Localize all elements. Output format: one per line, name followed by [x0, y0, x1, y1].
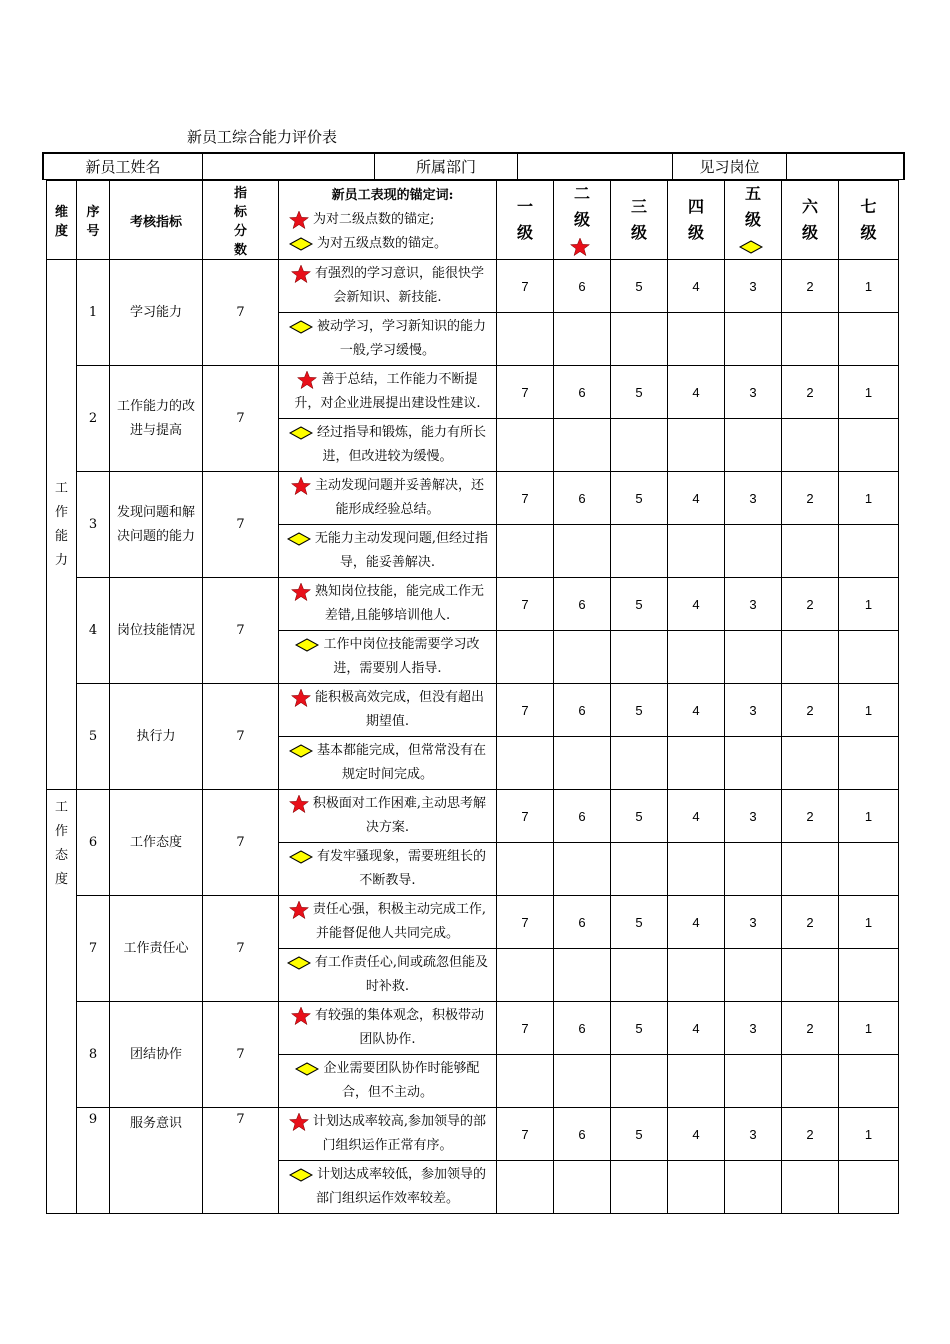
level-mark-cell[interactable] — [725, 1055, 782, 1108]
yellow-diamond-icon — [289, 850, 313, 864]
level-score-cell[interactable]: 1 — [839, 790, 899, 843]
anchor-diamond-desc: 被动学习，学习新知识的能力一般,学习缓慢。 — [279, 313, 497, 366]
level-mark-cell[interactable] — [497, 313, 554, 366]
level-mark-cell[interactable] — [611, 1161, 668, 1214]
level-mark-cell[interactable] — [611, 525, 668, 578]
red-star-icon — [570, 237, 590, 257]
yellow-diamond-icon — [287, 956, 311, 970]
level-score-cell[interactable]: 2 — [782, 578, 839, 631]
indicator-cell: 岗位技能情况 — [110, 578, 203, 684]
score-cell: 7 — [203, 684, 279, 790]
level-score-cell[interactable]: 4 — [668, 896, 725, 949]
red-star-icon — [291, 582, 311, 602]
yellow-diamond-icon — [295, 1062, 319, 1076]
level-score-cell[interactable]: 1 — [839, 684, 899, 737]
level-score-cell[interactable]: 4 — [668, 260, 725, 313]
level-score-cell[interactable]: 2 — [782, 1002, 839, 1055]
anchor-diamond-desc: 基本都能完成，但常常没有在规定时间完成。 — [279, 737, 497, 790]
level-score-cell[interactable]: 2 — [782, 896, 839, 949]
level-score-cell[interactable]: 2 — [782, 472, 839, 525]
level-score-cell[interactable]: 1 — [839, 896, 899, 949]
score-cell: 7 — [203, 790, 279, 896]
level-score-cell[interactable]: 7 — [497, 472, 554, 525]
level-score-cell[interactable]: 1 — [839, 1002, 899, 1055]
anchor-star-desc: 有较强的集体观念，积极带动团队协作. — [279, 1002, 497, 1055]
level-score-cell[interactable]: 4 — [668, 790, 725, 843]
level-score-cell[interactable]: 3 — [725, 684, 782, 737]
level-7: 七 级 — [839, 181, 899, 260]
level-mark-cell[interactable] — [497, 1055, 554, 1108]
red-star-icon — [291, 264, 311, 284]
anchor-star-desc: 有强烈的学习意识，能很快学会新知识、新技能. — [279, 260, 497, 313]
level-mark-cell[interactable] — [554, 949, 611, 1002]
red-star-icon — [291, 688, 311, 708]
level-score-cell[interactable]: 1 — [839, 366, 899, 419]
level-mark-cell[interactable] — [725, 419, 782, 472]
level-mark-cell[interactable] — [725, 1161, 782, 1214]
level-score-cell[interactable]: 4 — [668, 684, 725, 737]
red-star-icon — [289, 900, 309, 920]
level-score-cell[interactable]: 7 — [497, 684, 554, 737]
level-score-cell[interactable]: 7 — [497, 578, 554, 631]
name-label: 新员工姓名 — [44, 154, 203, 180]
seq-cell: 2 — [77, 366, 110, 472]
seq-cell: 3 — [77, 472, 110, 578]
level-score-cell[interactable]: 3 — [725, 366, 782, 419]
anchor-star-desc: 计划达成率较高,参加领导的部门组织运作正常有序。 — [279, 1108, 497, 1161]
indicator-cell: 学习能力 — [110, 260, 203, 366]
table-row — [47, 1108, 899, 1161]
yellow-diamond-icon — [295, 638, 319, 652]
level-score-cell[interactable]: 2 — [782, 1108, 839, 1161]
level-mark-cell[interactable] — [782, 843, 839, 896]
yellow-diamond-icon — [289, 426, 313, 440]
name-field[interactable] — [203, 154, 375, 180]
level-score-cell[interactable]: 5 — [611, 472, 668, 525]
table-row — [47, 472, 899, 525]
red-star-icon — [291, 1006, 311, 1026]
anchor-star-desc: 主动发现问题并妥善解决，还能形成经验总结。 — [279, 472, 497, 525]
level-score-cell[interactable]: 5 — [611, 684, 668, 737]
level-mark-cell[interactable] — [782, 1161, 839, 1214]
level-score-cell[interactable]: 6 — [554, 896, 611, 949]
level-score-cell[interactable]: 7 — [497, 896, 554, 949]
level-mark-cell[interactable] — [497, 419, 554, 472]
level-mark-cell[interactable] — [497, 737, 554, 790]
score-cell: 7 — [203, 578, 279, 684]
anchor-diamond-desc: 有工作责任心,间或疏忽但能及时补救. — [279, 949, 497, 1002]
seq-cell: 4 — [77, 578, 110, 684]
level-score-cell[interactable]: 3 — [725, 1002, 782, 1055]
level-mark-cell[interactable] — [554, 419, 611, 472]
post-label: 见习岗位 — [673, 154, 787, 180]
level-mark-cell[interactable] — [554, 313, 611, 366]
level-mark-cell[interactable] — [782, 313, 839, 366]
level-mark-cell[interactable] — [839, 949, 899, 1002]
indicator-cell: 工作态度 — [110, 790, 203, 896]
level-mark-cell[interactable] — [839, 737, 899, 790]
anchor-star-text: 为对二级点数的锚定; — [313, 212, 435, 227]
level-score-cell[interactable]: 6 — [554, 472, 611, 525]
anchor-diamond-desc: 经过指导和锻炼，能力有所长进，但改进较为缓慢。 — [279, 419, 497, 472]
level-mark-cell[interactable] — [554, 1161, 611, 1214]
level-mark-cell[interactable] — [497, 631, 554, 684]
indicator-cell: 工作责任心 — [110, 896, 203, 1002]
indicator-cell: 发现问题和解决问题的能力 — [110, 472, 203, 578]
level-mark-cell[interactable] — [668, 737, 725, 790]
level-mark-cell[interactable] — [554, 1055, 611, 1108]
level-score-cell[interactable]: 6 — [554, 1002, 611, 1055]
level-score-cell[interactable]: 5 — [611, 260, 668, 313]
level-mark-cell[interactable] — [725, 525, 782, 578]
level-score-cell[interactable]: 5 — [611, 1108, 668, 1161]
level-mark-cell[interactable] — [611, 843, 668, 896]
level-score-cell[interactable]: 2 — [782, 684, 839, 737]
score-cell: 7 — [203, 1002, 279, 1108]
level-score-cell[interactable]: 4 — [668, 472, 725, 525]
score-table — [46, 180, 899, 1214]
dimension-cell: 工 作 态 度 — [47, 790, 77, 1214]
level-score-cell[interactable]: 4 — [668, 1002, 725, 1055]
anchor-star-desc: 能积极高效完成，但没有超出期望值. — [279, 684, 497, 737]
anchor-star-desc: 善于总结，工作能力不断提升，对企业进展提出建设性建议. — [279, 366, 497, 419]
level-score-cell[interactable]: 7 — [497, 1108, 554, 1161]
level-mark-cell[interactable] — [782, 525, 839, 578]
level-4: 四 级 — [668, 181, 725, 260]
seq-cell: 7 — [77, 896, 110, 1002]
dept-label: 所属部门 — [375, 154, 518, 180]
page-title: 新员工综合能力评价表 — [187, 128, 338, 146]
score-cell: 7 — [203, 260, 279, 366]
anchor-title: 新员工表现的锚定词: — [331, 188, 454, 203]
seq-cell: 9 — [77, 1108, 110, 1214]
yellow-diamond-icon — [289, 237, 313, 251]
level-mark-cell[interactable] — [497, 525, 554, 578]
level-mark-cell[interactable] — [839, 419, 899, 472]
level-5: 五 级 — [725, 181, 782, 260]
level-mark-cell[interactable] — [782, 419, 839, 472]
level-score-cell[interactable]: 1 — [839, 260, 899, 313]
level-mark-cell[interactable] — [554, 737, 611, 790]
level-score-cell[interactable]: 7 — [497, 366, 554, 419]
col-anchor — [279, 181, 497, 260]
level-score-cell[interactable]: 3 — [725, 578, 782, 631]
level-score-cell[interactable]: 6 — [554, 790, 611, 843]
level-mark-cell[interactable] — [611, 631, 668, 684]
score-cell: 7 — [203, 366, 279, 472]
dept-field[interactable] — [518, 154, 673, 180]
yellow-diamond-icon — [287, 532, 311, 546]
red-star-icon — [289, 210, 309, 230]
level-mark-cell[interactable] — [668, 1161, 725, 1214]
yellow-diamond-icon — [739, 240, 763, 254]
red-star-icon — [289, 1112, 309, 1132]
level-score-cell[interactable]: 7 — [497, 790, 554, 843]
col-seq: 序 号 — [77, 181, 110, 260]
indicator-cell: 服务意识 — [110, 1108, 203, 1214]
seq-cell: 6 — [77, 790, 110, 896]
table-row — [47, 896, 899, 949]
anchor-diamond-desc: 计划达成率较低，参加领导的部门组织运作效率较差。 — [279, 1161, 497, 1214]
level-score-cell[interactable]: 4 — [668, 578, 725, 631]
level-score-cell[interactable]: 1 — [839, 1108, 899, 1161]
level-mark-cell[interactable] — [725, 949, 782, 1002]
anchor-diamond-desc: 无能力主动发现问题,但经过指导，能妥善解决. — [279, 525, 497, 578]
level-mark-cell[interactable] — [611, 1055, 668, 1108]
level-mark-cell[interactable] — [497, 843, 554, 896]
table-row — [47, 260, 899, 313]
yellow-diamond-icon — [289, 744, 313, 758]
col-indicator: 考核指标 — [110, 181, 203, 260]
level-mark-cell[interactable] — [839, 525, 899, 578]
level-mark-cell[interactable] — [782, 1055, 839, 1108]
level-score-cell[interactable]: 6 — [554, 1108, 611, 1161]
level-score-cell[interactable]: 3 — [725, 790, 782, 843]
level-mark-cell[interactable] — [554, 631, 611, 684]
indicator-cell: 工作能力的改进与提高 — [110, 366, 203, 472]
level-1: 一 级 — [497, 181, 554, 260]
level-mark-cell[interactable] — [725, 737, 782, 790]
level-mark-cell[interactable] — [839, 631, 899, 684]
indicator-cell: 执行力 — [110, 684, 203, 790]
level-mark-cell[interactable] — [668, 419, 725, 472]
level-score-cell[interactable]: 4 — [668, 366, 725, 419]
red-star-icon — [289, 794, 309, 814]
level-2: 二 级 — [554, 181, 611, 260]
level-mark-cell[interactable] — [611, 313, 668, 366]
level-mark-cell[interactable] — [668, 949, 725, 1002]
level-score-cell[interactable]: 5 — [611, 790, 668, 843]
anchor-star-desc: 熟知岗位技能，能完成工作无差错,且能够培训他人. — [279, 578, 497, 631]
table-row — [47, 366, 899, 419]
anchor-diamond-desc: 有发牢骚现象，需要班组长的不断教导. — [279, 843, 497, 896]
level-mark-cell[interactable] — [668, 843, 725, 896]
score-cell: 7 — [203, 472, 279, 578]
level-score-cell[interactable]: 7 — [497, 1002, 554, 1055]
red-star-icon — [297, 370, 317, 390]
level-score-cell[interactable]: 5 — [611, 366, 668, 419]
post-field[interactable] — [787, 154, 903, 180]
level-3: 三 级 — [611, 181, 668, 260]
score-cell: 7 — [203, 1108, 279, 1214]
level-mark-cell[interactable] — [497, 1161, 554, 1214]
col-dimension: 维 度 — [47, 181, 77, 260]
table-row — [47, 578, 899, 631]
level-mark-cell[interactable] — [668, 525, 725, 578]
level-score-cell[interactable]: 2 — [782, 790, 839, 843]
indicator-cell: 团结协作 — [110, 1002, 203, 1108]
level-mark-cell[interactable] — [839, 843, 899, 896]
level-score-cell[interactable]: 6 — [554, 366, 611, 419]
level-score-cell[interactable]: 3 — [725, 260, 782, 313]
level-score-cell[interactable]: 2 — [782, 366, 839, 419]
level-mark-cell[interactable] — [611, 949, 668, 1002]
level-mark-cell[interactable] — [839, 313, 899, 366]
anchor-star-desc: 积极面对工作困难,主动思考解决方案. — [279, 790, 497, 843]
level-score-cell[interactable]: 1 — [839, 472, 899, 525]
level-mark-cell[interactable] — [725, 843, 782, 896]
level-mark-cell[interactable] — [725, 631, 782, 684]
level-score-cell[interactable]: 2 — [782, 260, 839, 313]
level-mark-cell[interactable] — [668, 1055, 725, 1108]
level-score-cell[interactable]: 6 — [554, 578, 611, 631]
table-row — [47, 1002, 899, 1055]
level-mark-cell[interactable] — [668, 313, 725, 366]
anchor-diamond-desc: 企业需要团队协作时能够配合，但不主动。 — [279, 1055, 497, 1108]
table-row — [47, 684, 899, 737]
level-mark-cell[interactable] — [782, 737, 839, 790]
level-score-cell[interactable]: 3 — [725, 1108, 782, 1161]
score-cell: 7 — [203, 896, 279, 1002]
anchor-star-desc: 责任心强，积极主动完成工作,并能督促他人共同完成。 — [279, 896, 497, 949]
level-mark-cell[interactable] — [782, 631, 839, 684]
level-score-cell[interactable]: 7 — [497, 260, 554, 313]
level-score-cell[interactable]: 6 — [554, 260, 611, 313]
level-mark-cell[interactable] — [611, 737, 668, 790]
level-mark-cell[interactable] — [668, 631, 725, 684]
yellow-diamond-icon — [289, 1168, 313, 1182]
level-score-cell[interactable]: 4 — [668, 1108, 725, 1161]
level-6: 六 级 — [782, 181, 839, 260]
red-star-icon — [291, 476, 311, 496]
header-row — [42, 152, 905, 180]
anchor-diamond-text: 为对五级点数的锚定。 — [317, 236, 448, 251]
level-mark-cell[interactable] — [725, 313, 782, 366]
level-mark-cell[interactable] — [497, 949, 554, 1002]
level-mark-cell[interactable] — [554, 525, 611, 578]
level-score-cell[interactable]: 5 — [611, 896, 668, 949]
level-score-cell[interactable]: 5 — [611, 1002, 668, 1055]
col-score: 指 标 分 数 — [203, 181, 279, 260]
column-header-row — [47, 181, 899, 260]
level-mark-cell[interactable] — [782, 949, 839, 1002]
level-mark-cell[interactable] — [554, 843, 611, 896]
dimension-cell: 工 作 能 力 — [47, 260, 77, 790]
level-score-cell[interactable]: 3 — [725, 896, 782, 949]
anchor-diamond-desc: 工作中岗位技能需要学习改进，需要别人指导. — [279, 631, 497, 684]
yellow-diamond-icon — [289, 320, 313, 334]
table-row — [47, 790, 899, 843]
level-mark-cell[interactable] — [839, 1055, 899, 1108]
level-score-cell[interactable]: 1 — [839, 578, 899, 631]
seq-cell: 1 — [77, 260, 110, 366]
seq-cell: 5 — [77, 684, 110, 790]
seq-cell: 8 — [77, 1002, 110, 1108]
level-mark-cell[interactable] — [839, 1161, 899, 1214]
level-score-cell[interactable]: 3 — [725, 472, 782, 525]
level-mark-cell[interactable] — [611, 419, 668, 472]
level-score-cell[interactable]: 6 — [554, 684, 611, 737]
level-score-cell[interactable]: 5 — [611, 578, 668, 631]
